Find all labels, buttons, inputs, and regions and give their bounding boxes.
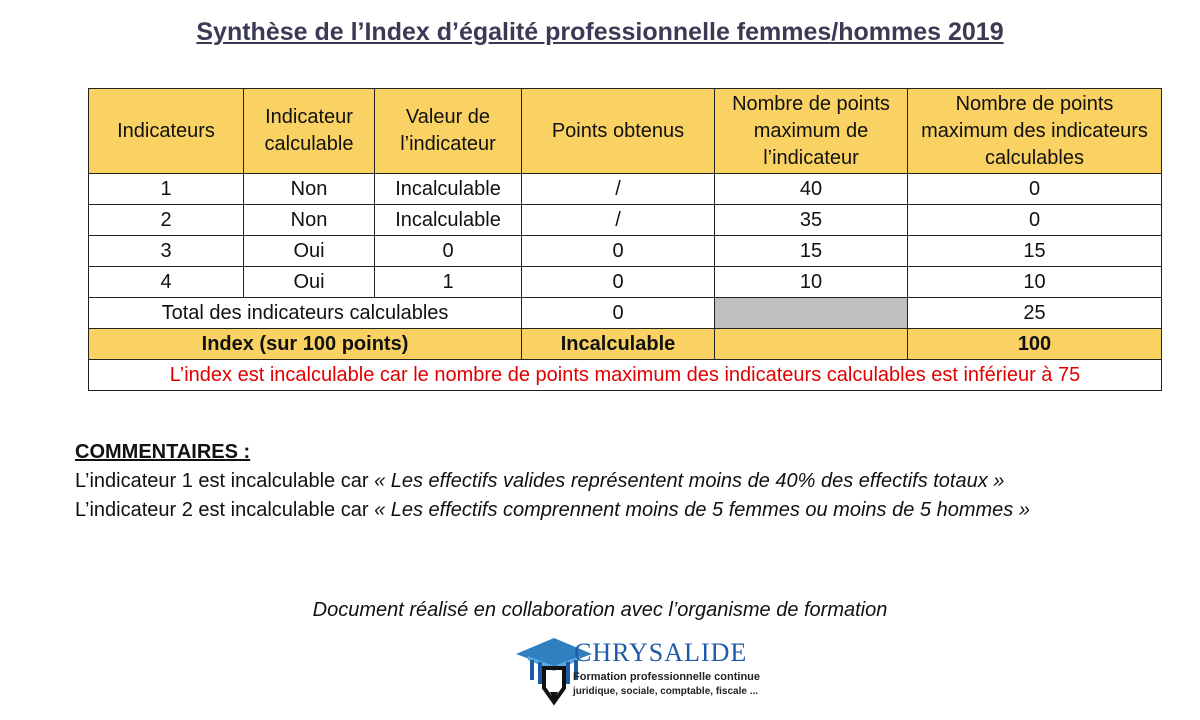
logo-name: CHRYSALIDE bbox=[574, 638, 748, 667]
column-header: Valeur de l’indicateur bbox=[375, 89, 522, 174]
note-row bbox=[89, 360, 1162, 391]
table-cell: / bbox=[522, 174, 715, 205]
incalculable-note: L’index est incalculable car le nombre de points maximum des indicateurs calculables est inférieur à 75 bbox=[89, 360, 1162, 391]
page-title: Synthèse de l’Index d’égalité professionnelle femmes/hommes 2019 bbox=[196, 18, 1004, 46]
column-header: Nombre de points maximum de l’indicateur bbox=[715, 89, 908, 174]
column-header: Indicateurs bbox=[89, 89, 244, 174]
logo-subtagline: juridique, sociale, comptable, fiscale ... bbox=[573, 686, 759, 697]
column-header: Points obtenus bbox=[522, 89, 715, 174]
table-cell: Oui bbox=[244, 267, 375, 298]
table-cell: 15 bbox=[908, 236, 1162, 267]
table-cell: 0 bbox=[908, 205, 1162, 236]
table-cell: 35 bbox=[715, 205, 908, 236]
table-cell: 2 bbox=[89, 205, 244, 236]
table-cell: 1 bbox=[89, 174, 244, 205]
comment-line bbox=[75, 496, 1030, 525]
column-header: Indicateur calculable bbox=[244, 89, 375, 174]
table-cell: Non bbox=[244, 205, 375, 236]
table-cell: 0 bbox=[522, 236, 715, 267]
total-points: 0 bbox=[522, 298, 715, 329]
table-cell: 1 bbox=[375, 267, 522, 298]
table-row bbox=[89, 267, 1162, 298]
total-row bbox=[89, 298, 1162, 329]
table-cell: 15 bbox=[715, 236, 908, 267]
table-cell: Non bbox=[244, 174, 375, 205]
total-max-calculable: 25 bbox=[908, 298, 1162, 329]
collaboration-note: Document réalisé en collaboration avec l’organisme de formation bbox=[312, 599, 888, 621]
index-row bbox=[89, 329, 1162, 360]
table-row bbox=[89, 205, 1162, 236]
table-cell: 0 bbox=[375, 236, 522, 267]
comment-line bbox=[75, 467, 1030, 496]
comment-quote: « Les effectifs comprennent moins de 5 femmes ou moins de 5 hommes » bbox=[374, 499, 1030, 521]
comment-prefix: L’indicateur 1 est incalculable car bbox=[75, 470, 375, 492]
table-cell: 0 bbox=[908, 174, 1162, 205]
table-cell: 40 bbox=[715, 174, 908, 205]
index-points: Incalculable bbox=[522, 329, 715, 360]
total-label: Total des indicateurs calculables bbox=[89, 298, 522, 329]
table-cell: 4 bbox=[89, 267, 244, 298]
comment-quote: « Les effectifs valides représentent moins de 40% des effectifs totaux » bbox=[374, 470, 1005, 492]
index-max-points-empty bbox=[715, 329, 908, 360]
table-cell: Incalculable bbox=[375, 205, 522, 236]
column-header: Nombre de points maximum des indicateurs calculables bbox=[908, 89, 1162, 174]
table-cell: 10 bbox=[908, 267, 1162, 298]
logo-tagline: Formation professionnelle continue bbox=[573, 671, 761, 683]
comment-prefix: L’indicateur 2 est incalculable car bbox=[75, 499, 375, 521]
comments-heading: COMMENTAIRES : bbox=[75, 441, 251, 463]
table-header-row bbox=[89, 89, 1162, 174]
index-label: Index (sur 100 points) bbox=[89, 329, 522, 360]
total-max-points-empty bbox=[715, 298, 908, 329]
table-cell: 3 bbox=[89, 236, 244, 267]
table-cell: Oui bbox=[244, 236, 375, 267]
table-row bbox=[89, 236, 1162, 267]
index-summary-table bbox=[88, 88, 1162, 391]
table-cell: 0 bbox=[522, 267, 715, 298]
comments-section bbox=[75, 438, 1030, 525]
table-cell: 10 bbox=[715, 267, 908, 298]
table-row bbox=[89, 174, 1162, 205]
index-max-calculable: 100 bbox=[908, 329, 1162, 360]
table-cell: / bbox=[522, 205, 715, 236]
table-cell: Incalculable bbox=[375, 174, 522, 205]
